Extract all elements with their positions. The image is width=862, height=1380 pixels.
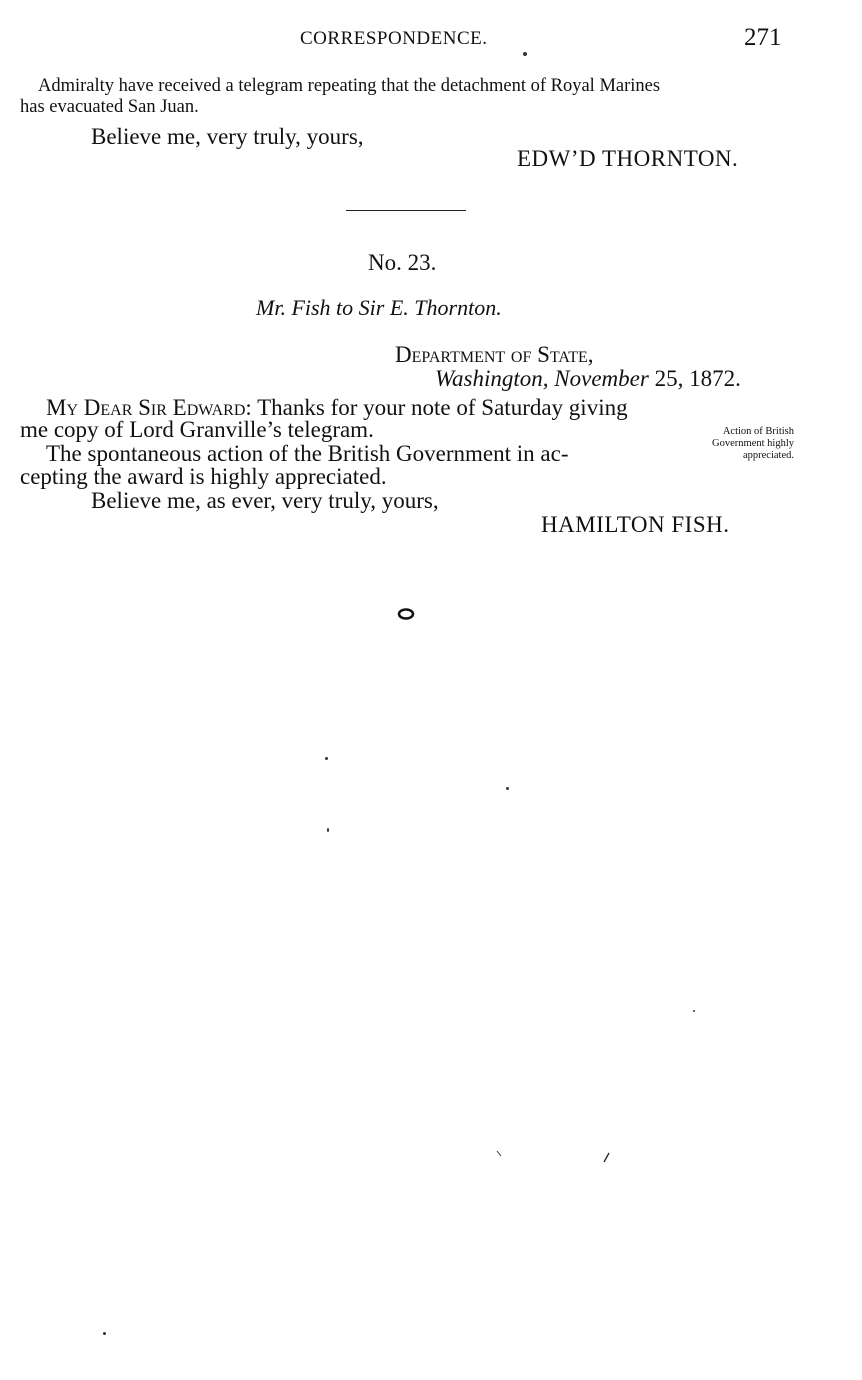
- ink-speck: [103, 1332, 106, 1335]
- previous-letter-closing: Believe me, very truly, yours,: [91, 124, 364, 149]
- printer-ornament: [396, 606, 416, 622]
- ink-speck: [325, 757, 328, 760]
- letter-line-1-text: Thanks for your note of Saturday giving: [257, 395, 628, 420]
- stray-marks: [495, 1150, 615, 1166]
- page-number: 271: [744, 24, 782, 51]
- dateline-place: Washington, November: [435, 366, 649, 391]
- salutation: My Dear Sir Edward:: [46, 395, 252, 420]
- margin-note: Action of British Government highly appreciated.: [712, 426, 794, 461]
- letter-line-3: The spontaneous action of the British Government in ac-: [46, 441, 569, 466]
- previous-letter-signature: EDW’D THORNTON.: [517, 146, 739, 171]
- ink-speck: [693, 1010, 695, 1012]
- dateline-date: 25, 1872.: [654, 366, 741, 391]
- previous-letter-line-2: has evacuated San Juan.: [20, 97, 199, 117]
- document-heading: Mr. Fish to Sir E. Thornton.: [256, 295, 502, 320]
- letter-line-2: me copy of Lord Granville’s telegram.: [20, 417, 374, 442]
- ink-speck: [523, 52, 527, 56]
- letter-signature: HAMILTON FISH.: [541, 512, 730, 537]
- ink-speck: [506, 787, 509, 790]
- document-number: No. 23.: [368, 250, 437, 275]
- section-divider: [346, 210, 466, 211]
- previous-letter-line-1: Admiralty have received a telegram repeating that the detachment of Royal Marines: [38, 76, 661, 96]
- letter-line-4: cepting the award is highly appreciated.: [20, 464, 387, 489]
- letter-closing: Believe me, as ever, very truly, yours,: [91, 488, 439, 513]
- running-head: CORRESPONDENCE.: [300, 28, 488, 49]
- dateline: [435, 366, 741, 392]
- address-line: Department of State,: [395, 342, 594, 367]
- ink-speck: [327, 828, 329, 832]
